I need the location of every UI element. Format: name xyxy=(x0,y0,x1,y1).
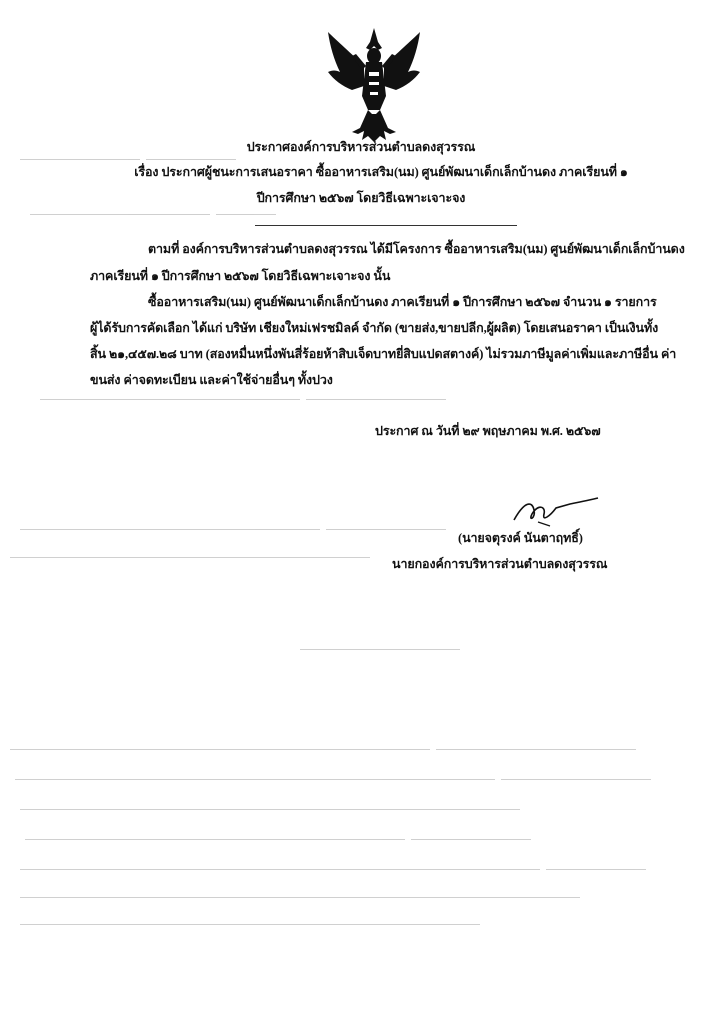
signer-title: นายกองค์การบริหารส่วนตำบลดงสุวรรณ xyxy=(392,557,608,571)
body-paragraph-2-line-2: ผู้ได้รับการคัดเลือก ได้แก่ บริษัท เชียงใหม่เฟรชมิลค์ จำกัด (ขายส่ง,ขายปลีก,ผู้ผลิต) โดยเสนอราคา เป็นเงินทั้ง xyxy=(90,321,659,335)
body-paragraph-2-line-1: ซื้ออาหารเสริม(นม) ศูนย์พัฒนาเด็กเล็กบ้านดง ภาคเรียนที่ ๑ ปีการศึกษา ๒๕๖๗ จำนวน ๑ รายการ xyxy=(148,295,657,309)
announcement-subject-continued: ปีการศึกษา ๒๕๖๗ โดยวิธีเฉพาะเจาะจง xyxy=(256,191,466,205)
body-paragraph-1-line-1: ตามที่ องค์การบริหารส่วนตำบลดงสุวรรณ ได้มีโครงการ ซื้ออาหารเสริม(นม) ศูนย์พัฒนาเด็กเล็กบ้านดง xyxy=(148,242,685,256)
garuda-emblem-icon xyxy=(322,26,426,144)
bleed-through-mark xyxy=(0,640,722,650)
announcement-subject: เรื่อง ประกาศผู้ชนะการเสนอราคา ซื้ออาหารเสริม(นม) ศูนย์พัฒนาเด็กเล็กบ้านดง ภาคเรียนที่ ๑ xyxy=(134,165,628,179)
announcement-title: ประกาศองค์การบริหารส่วนตำบลดงสุวรรณ xyxy=(246,140,476,154)
signer-name: (นายจตุรงค์ นันตาฤทธิ์) xyxy=(458,531,583,545)
bleed-through-mark xyxy=(0,548,722,558)
handwritten-signature xyxy=(510,492,600,532)
bleed-through-mark xyxy=(0,740,722,750)
announcement-date: ประกาศ ณ วันที่ ๒๙ พฤษภาคม พ.ศ. ๒๕๖๗ xyxy=(375,424,601,438)
bleed-through-mark xyxy=(0,830,722,840)
bleed-through-mark xyxy=(0,915,722,925)
body-paragraph-1-line-2: ภาคเรียนที่ ๑ ปีการศึกษา ๒๕๖๗ โดยวิธีเฉพาะเจาะจง นั้น xyxy=(90,269,391,283)
bleed-through-mark xyxy=(0,860,722,870)
bleed-through-mark xyxy=(0,390,722,400)
bleed-through-mark xyxy=(0,888,722,898)
bleed-through-mark xyxy=(0,205,722,215)
bleed-through-mark xyxy=(0,800,722,810)
body-paragraph-2-line-4: ขนส่ง ค่าจดทะเบียน และค่าใช้จ่ายอื่นๆ ทั้งปวง xyxy=(90,373,333,387)
bleed-through-mark xyxy=(0,770,722,780)
header-divider xyxy=(255,225,517,226)
bleed-through-mark xyxy=(0,520,722,530)
body-paragraph-2-line-3: สิ้น ๒๑,๔๕๗.๒๘ บาท (สองหมื่นหนึ่งพันสี่ร้อยห้าสิบเจ็ดบาทยี่สิบแปดสตางค์) ไม่รวมภาษีมูลค่าเพิ่มและภาษีอื่น ค่า xyxy=(90,347,677,361)
